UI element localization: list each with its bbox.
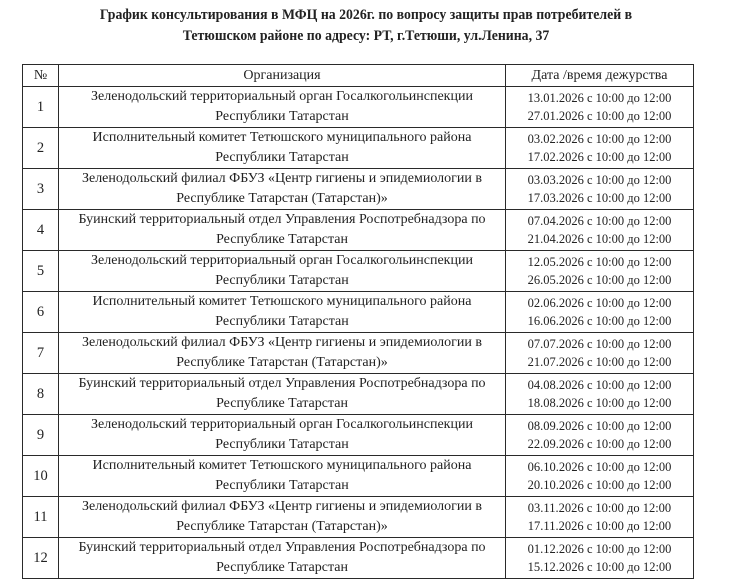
duty-date-2: 21.07.2026 с 10:00 до 12:00: [527, 355, 672, 369]
organization-line-2: Республике Татарстан: [216, 560, 348, 575]
duty-date-2: 17.11.2026 с 10:00 до 12:00: [527, 519, 672, 533]
organization-line-1: Исполнительный комитет Тетюшского муниципального района: [92, 458, 472, 473]
organization-line-1: Исполнительный комитет Тетюшского муниципального района: [92, 130, 472, 145]
duty-date-2: 20.10.2026 с 10:00 до 12:00: [527, 478, 672, 492]
date-time-cell: [506, 87, 694, 128]
date-time-cell: [506, 374, 694, 415]
table-row: [23, 87, 694, 128]
date-time-cell: [506, 251, 694, 292]
organization-line-2: Республике Татарстан (Татарстан)»: [176, 355, 388, 370]
row-number: 7: [23, 333, 59, 374]
duty-date-2: 26.05.2026 с 10:00 до 12:00: [527, 273, 672, 287]
organization-cell: [59, 333, 506, 374]
date-time-cell: [506, 538, 694, 579]
organization-line-1: Буинский территориальный отдел Управления Роспотребнадзора по: [78, 540, 486, 555]
date-time-cell: [506, 292, 694, 333]
date-time-cell: [506, 415, 694, 456]
duty-date-1: 01.12.2026 с 10:00 до 12:00: [527, 542, 672, 556]
duty-date-1: 07.07.2026 с 10:00 до 12:00: [527, 337, 672, 351]
organization-cell: [59, 497, 506, 538]
header-organization: Организация: [59, 65, 506, 87]
duty-date-1: 03.03.2026 с 10:00 до 12:00: [527, 173, 672, 187]
duty-date-1: 03.02.2026 с 10:00 до 12:00: [527, 132, 672, 146]
organization-line-1: Зеленодольский филиал ФБУЗ «Центр гигиены и эпидемиологии в: [81, 171, 483, 186]
organization-line-1: Буинский территориальный отдел Управления Роспотребнадзора по: [78, 212, 486, 227]
duty-date-2: 17.03.2026 с 10:00 до 12:00: [527, 191, 672, 205]
schedule-table: [22, 64, 694, 579]
row-number: 4: [23, 210, 59, 251]
row-number: 9: [23, 415, 59, 456]
duty-date-1: 03.11.2026 с 10:00 до 12:00: [527, 501, 672, 515]
organization-cell: [59, 169, 506, 210]
organization-line-1: Зеленодольский территориальный орган Госалкогольинспекции: [91, 253, 473, 268]
organization-line-2: Республике Татарстан: [216, 396, 348, 411]
row-number: 1: [23, 87, 59, 128]
date-time-cell: [506, 456, 694, 497]
organization-line-2: Республике Татарстан (Татарстан)»: [176, 519, 388, 534]
duty-date-1: 06.10.2026 с 10:00 до 12:00: [527, 460, 672, 474]
duty-date-1: 13.01.2026 с 10:00 до 12:00: [527, 91, 672, 105]
organization-line-2: Республики Татарстан: [215, 273, 349, 288]
document-title: [29, 5, 702, 47]
table-row: [23, 374, 694, 415]
row-number: 8: [23, 374, 59, 415]
duty-date-2: 15.12.2026 с 10:00 до 12:00: [527, 560, 672, 574]
table-row: [23, 456, 694, 497]
organization-line-2: Республики Татарстан: [215, 437, 349, 452]
organization-cell: [59, 87, 506, 128]
duty-date-2: 16.06.2026 с 10:00 до 12:00: [527, 314, 672, 328]
organization-line-2: Республике Татарстан: [216, 232, 348, 247]
organization-cell: [59, 415, 506, 456]
row-number: 2: [23, 128, 59, 169]
organization-line-1: Зеленодольский филиал ФБУЗ «Центр гигиены и эпидемиологии в: [81, 499, 483, 514]
organization-line-2: Республики Татарстан: [215, 150, 349, 165]
duty-date-2: 18.08.2026 с 10:00 до 12:00: [527, 396, 672, 410]
date-time-cell: [506, 169, 694, 210]
date-time-cell: [506, 210, 694, 251]
header-num: №: [23, 65, 59, 87]
row-number: 3: [23, 169, 59, 210]
organization-cell: [59, 251, 506, 292]
table-row: [23, 292, 694, 333]
table-row: [23, 210, 694, 251]
table-row: [23, 128, 694, 169]
title-line-2: Тетюшском районе по адресу: РТ, г.Тетюши, ул.Ленина, 37: [182, 28, 550, 44]
duty-date-1: 04.08.2026 с 10:00 до 12:00: [527, 378, 672, 392]
title-line-1: График консультирования в МФЦ на 2026г. по вопросу защиты прав потребителей в: [99, 7, 633, 23]
organization-line-1: Буинский территориальный отдел Управления Роспотребнадзора по: [78, 376, 486, 391]
duty-date-1: 12.05.2026 с 10:00 до 12:00: [527, 255, 672, 269]
duty-date-1: 02.06.2026 с 10:00 до 12:00: [527, 296, 672, 310]
organization-cell: [59, 210, 506, 251]
organization-line-1: Зеленодольский территориальный орган Госалкогольинспекции: [91, 89, 473, 104]
date-time-cell: [506, 128, 694, 169]
organization-line-1: Исполнительный комитет Тетюшского муниципального района: [92, 294, 472, 309]
table-row: [23, 333, 694, 374]
row-number: 11: [23, 497, 59, 538]
organization-cell: [59, 456, 506, 497]
duty-date-1: 08.09.2026 с 10:00 до 12:00: [527, 419, 672, 433]
table-header-row: [23, 65, 694, 87]
header-date-time: Дата /время дежурства: [506, 65, 694, 87]
organization-line-2: Республики Татарстан: [215, 478, 349, 493]
table-row: [23, 497, 694, 538]
table-row: [23, 415, 694, 456]
organization-line-2: Республики Татарстан: [215, 109, 349, 124]
duty-date-1: 07.04.2026 с 10:00 до 12:00: [527, 214, 672, 228]
organization-line-2: Республики Татарстан: [215, 314, 349, 329]
organization-cell: [59, 374, 506, 415]
organization-line-1: Зеленодольский филиал ФБУЗ «Центр гигиены и эпидемиологии в: [81, 335, 483, 350]
organization-cell: [59, 538, 506, 579]
row-number: 10: [23, 456, 59, 497]
organization-line-2: Республике Татарстан (Татарстан)»: [176, 191, 388, 206]
date-time-cell: [506, 497, 694, 538]
duty-date-2: 17.02.2026 с 10:00 до 12:00: [527, 150, 672, 164]
table-row: [23, 538, 694, 579]
duty-date-2: 21.04.2026 с 10:00 до 12:00: [527, 232, 672, 246]
row-number: 6: [23, 292, 59, 333]
organization-cell: [59, 128, 506, 169]
duty-date-2: 22.09.2026 с 10:00 до 12:00: [527, 437, 672, 451]
date-time-cell: [506, 333, 694, 374]
row-number: 12: [23, 538, 59, 579]
duty-date-2: 27.01.2026 с 10:00 до 12:00: [527, 109, 672, 123]
row-number: 5: [23, 251, 59, 292]
table-row: [23, 169, 694, 210]
organization-cell: [59, 292, 506, 333]
organization-line-1: Зеленодольский территориальный орган Госалкогольинспекции: [91, 417, 473, 432]
table-row: [23, 251, 694, 292]
